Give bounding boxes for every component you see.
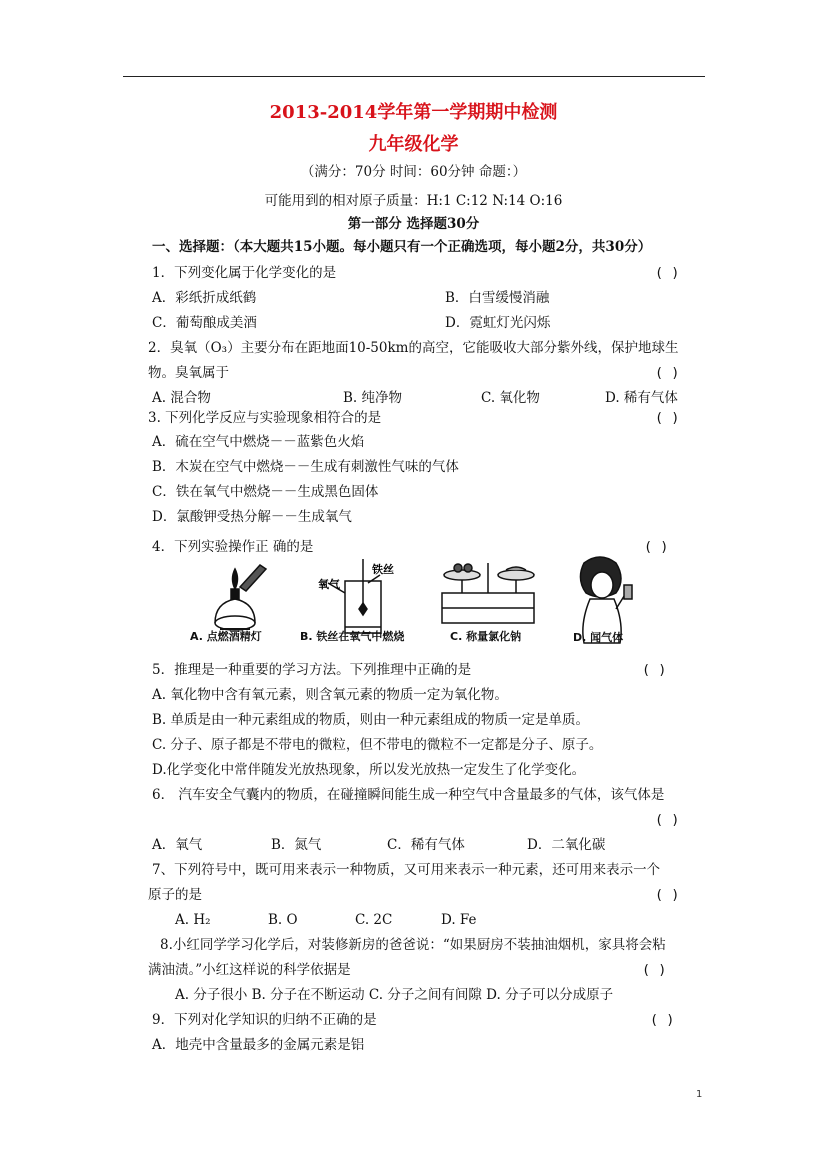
label-iron-wire: 铁丝 xyxy=(372,563,394,576)
q5-stem: 5．推理是一种重要的学习方法。下列推理中正确的是 xyxy=(152,662,472,678)
q4-answer-blank[interactable]: ( ) xyxy=(644,539,669,555)
q4-caption-d: D. 闻气体 xyxy=(573,631,624,644)
exam-title: 2013-2014学年第一学期期中检测 xyxy=(269,102,558,123)
q6-answer-blank[interactable]: ( ) xyxy=(655,812,680,828)
exam-meta: （满分：70分 时间：60分钟 命题：） xyxy=(300,164,527,180)
part-heading: 第一部分 选择题30分 xyxy=(347,216,480,232)
q7-stem-line1: 7、下列符号中，既可用来表示一种物质，又可用来表示一种元素，还可用来表示一个 xyxy=(152,862,661,878)
q3-answer-blank[interactable]: ( ) xyxy=(655,410,680,426)
q1-stem: 1．下列变化属于化学变化的是 xyxy=(152,265,337,281)
header-rule xyxy=(123,76,705,77)
q8-stem-line2: 满油渍。”小红这样说的科学依据是 xyxy=(148,962,351,978)
section-heading: 一、选择题：（本大题共15小题。每小题只有一个正确选项，每小题2分，共30分） xyxy=(152,239,652,255)
q3-option-d: D．氯酸钾受热分解－－生成氧气 xyxy=(152,509,352,525)
q1-option-b: B．白雪缓慢消融 xyxy=(445,290,550,306)
q1-option-a: A．彩纸折成纸鹤 xyxy=(152,290,257,306)
q6-option-d: D．二氧化碳 xyxy=(527,837,606,853)
q6-option-c: C．稀有气体 xyxy=(387,837,465,853)
q6-option-a: A．氧气 xyxy=(152,837,203,853)
q7-option-a: A. H₂ xyxy=(175,912,211,928)
q7-option-b: B. O xyxy=(268,912,298,928)
q2-answer-blank[interactable]: ( ) xyxy=(655,365,680,381)
q9-stem: 9．下列对化学知识的归纳不正确的是 xyxy=(152,1012,377,1028)
q3-stem: 3. 下列化学反应与实验现象相符合的是 xyxy=(148,410,382,426)
q2-option-d: D. 稀有气体 xyxy=(605,390,678,406)
q2-stem-line1: 2．臭氧（O₃）主要分布在距地面10-50km的高空，它能吸收大部分紫外线，保护地球生 xyxy=(148,340,679,356)
q2-stem-line2: 物。臭氧属于 xyxy=(148,365,229,381)
q2-option-b: B. 纯净物 xyxy=(343,390,403,406)
q7-option-c: C. 2C xyxy=(355,912,393,928)
q3-option-b: B．木炭在空气中燃烧－－生成有刺激性气味的气体 xyxy=(152,459,459,475)
q5-option-b: B. 单质是由一种元素组成的物质，则由一种元素组成的物质一定是单质。 xyxy=(152,712,590,728)
q1-answer-blank[interactable]: ( ) xyxy=(655,265,680,281)
q7-stem-line2: 原子的是 xyxy=(148,887,202,903)
q4-caption-c: C. 称量氯化钠 xyxy=(450,630,522,643)
q6-stem: 6． 汽车安全气囊内的物质，在碰撞瞬间能生成一种空气中含量最多的气体，该气体是 xyxy=(152,787,665,803)
q8-options: A. 分子很小 B. 分子在不断运动 C. 分子之间有间隙 D. 分子可以分成原子 xyxy=(175,987,614,1003)
q5-option-d: D.化学变化中常伴随发光放热现象，所以发光放热一定发生了化学变化。 xyxy=(152,762,586,778)
q7-option-d: D. Fe xyxy=(441,912,477,928)
page-number: 1 xyxy=(696,1089,703,1100)
q6-option-b: B．氮气 xyxy=(271,837,322,853)
exam-subtitle: 九年级化学 xyxy=(368,134,459,155)
q3-option-c: C．铁在氧气中燃烧－－生成黑色固体 xyxy=(152,484,379,500)
q9-answer-blank[interactable]: ( ) xyxy=(650,1012,675,1028)
balance-illustration xyxy=(442,563,534,623)
q2-option-a: A. 混合物 xyxy=(152,390,211,406)
q1-option-d: D．霓虹灯光闪烁 xyxy=(445,315,551,331)
q4-caption-a: A. 点燃酒精灯 xyxy=(190,630,262,643)
q1-option-c: C．葡萄酿成美酒 xyxy=(152,315,257,331)
q4-caption-b: B. 铁丝在氧气中燃烧 xyxy=(300,630,405,643)
q4-stem: 4．下列实验操作正 确的是 xyxy=(152,539,314,555)
q5-option-c: C. 分子、原子都是不带电的微粒，但不带电的微粒不一定都是分子、原子。 xyxy=(152,737,603,753)
q5-answer-blank[interactable]: ( ) xyxy=(642,662,667,678)
q3-option-a: A．硫在空气中燃烧－－蓝紫色火焰 xyxy=(152,434,365,450)
alcohol-lamp-illustration xyxy=(215,565,266,630)
q8-answer-blank[interactable]: ( ) xyxy=(642,962,667,978)
q7-answer-blank[interactable]: ( ) xyxy=(655,887,680,903)
q8-stem-line1: 8.小红同学学习化学后，对装修新房的爸爸说：“如果厨房不装抽油烟机，家具将会粘 xyxy=(160,937,666,953)
atomic-masses: 可能用到的相对原子质量：H:1 C:12 N:14 O:16 xyxy=(264,193,563,209)
q2-option-c: C. 氧化物 xyxy=(481,390,540,406)
label-oxygen: 氧气 xyxy=(318,578,340,591)
q5-option-a: A. 氧化物中含有氧元素，则含氧元素的物质一定为氧化物。 xyxy=(152,687,508,703)
q9-option-a: A．地壳中含量最多的金属元素是铝 xyxy=(152,1037,365,1053)
